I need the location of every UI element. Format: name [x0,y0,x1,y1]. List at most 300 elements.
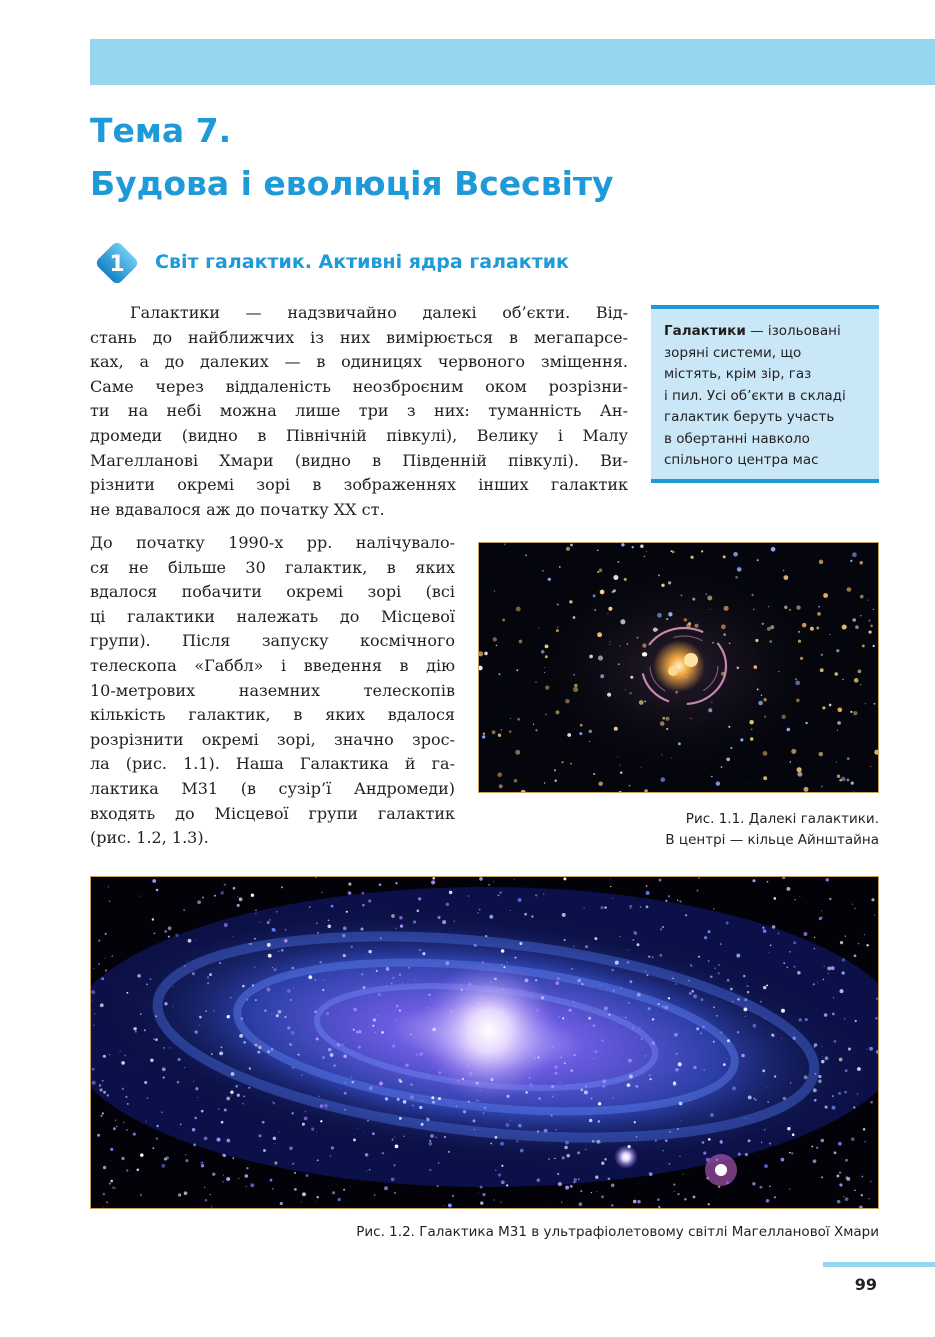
text-line: лактика М31 (в сузір’ї Андромеди) [90,778,455,798]
star-dot [658,1003,660,1005]
star-dot [834,1151,837,1154]
star-dot [510,910,511,911]
text-line: ла (рис. 1.1). Наша Галактика й га- [90,754,455,774]
star-dot [675,983,676,984]
star-dot [243,1096,245,1098]
star-dot [438,1097,441,1100]
star-dot [852,618,856,622]
text-line: входять до Місцевої групи галактик [90,803,455,823]
star-dot [519,640,523,644]
star-dot [554,769,556,771]
star-dot [737,998,740,1001]
text-line: Саме через віддаленість неозброєним оком розрізни- [90,376,628,396]
star-dot [496,645,498,647]
star-dot [660,928,662,930]
text-line: розрізнити окремі зорі, значно зрос- [90,729,455,749]
star-dot [844,1018,845,1019]
star-dot [845,935,847,937]
star-dot [147,1097,149,1099]
star-dot [210,1194,211,1195]
definition-term: Галактики [664,323,746,339]
star-dot [254,967,255,968]
star-dot [580,1190,582,1192]
star-dot [126,1129,127,1130]
star-dot [659,954,662,957]
star-dot [315,979,316,980]
star-dot [657,1198,660,1201]
star-dot [713,1041,715,1043]
figure-1-caption [519,809,879,851]
text-line: Галактики — надзвичайно далекі об’єкти. Від- [130,303,628,322]
star-dot [821,654,823,656]
star-dot [794,899,795,900]
star-dot [783,962,785,964]
star-dot [589,741,590,742]
star-dot [610,641,611,642]
star-dot [255,999,257,1001]
star-dot [721,1142,723,1144]
star-dot [417,910,420,913]
star-dot [368,899,371,902]
star-dot [688,980,689,981]
star-dot [490,1143,492,1145]
star-dot [202,896,204,898]
star-dot [764,716,766,718]
star-dot [718,972,720,974]
star-dot [422,952,425,955]
star-dot [324,1104,328,1108]
star-dot [505,1123,509,1127]
star-dot [850,560,852,562]
star-dot [164,1002,167,1005]
star-dot [468,1101,470,1103]
star-dot [850,711,852,713]
andromeda-uv-image [90,876,879,1209]
star-dot [862,1176,864,1178]
star-dot [378,993,381,996]
star-dot [763,698,766,701]
star-dot [573,1001,575,1003]
star-dot [644,701,646,703]
star-dot [727,1039,730,1042]
star-dot [847,587,852,592]
star-dot [463,1110,466,1113]
star-dot [197,900,201,904]
star-dot [593,1058,594,1059]
star-dot [230,1090,233,1093]
star-dot [364,1132,365,1133]
star-dot [133,1027,136,1030]
star-dot [627,643,629,645]
star-dot [681,594,683,596]
star-dot [184,1067,185,1068]
star-dot [604,1158,607,1161]
star-dot [92,1081,96,1085]
star-dot [272,1102,273,1103]
star-dot [773,897,776,900]
star-dot [172,986,173,987]
theme-title-line-1: Тема 7. [90,111,232,150]
definition-line: галактик беруть участь [664,409,835,425]
definition-line [664,321,869,343]
star-dot [237,896,238,897]
star-dot [559,566,561,568]
star-dot [821,1060,824,1063]
star-dot [762,623,764,625]
star-dot [740,738,743,741]
page-number: 99 [854,1275,877,1294]
star-dot [230,997,231,998]
star-dot [548,578,551,581]
star-dot [642,643,646,647]
star-dot [538,628,539,629]
star-dot [193,1081,194,1082]
star-dot [199,1025,200,1026]
star-dot [214,895,216,897]
star-dot [105,933,107,935]
star-dot [684,1198,687,1201]
star-dot [554,1072,557,1075]
star-dot [829,634,830,635]
star-dot [837,730,838,731]
star-dot [589,1119,592,1122]
star-dot [710,609,711,610]
star-dot [863,1128,866,1131]
star-dot [155,1015,157,1017]
star-dot [201,1162,203,1164]
star-dot [301,1075,302,1076]
star-dot [103,1166,106,1169]
star-dot [660,721,665,726]
star-dot [620,619,625,624]
star-dot [703,1152,706,1155]
star-dot [708,708,712,712]
star-dot [126,1169,128,1171]
star-dot [557,977,560,980]
star-dot [677,1128,679,1130]
star-dot [750,737,753,740]
star-dot [587,1025,588,1026]
star-dot [838,1142,842,1146]
star-dot [625,689,626,690]
star-dot [135,1031,137,1033]
star-dot [381,1031,384,1034]
star-dot [115,1119,116,1120]
star-dot [366,1171,367,1172]
star-dot [668,895,670,897]
star-dot [316,1202,317,1203]
star-dot [162,1067,166,1071]
star-dot [751,594,753,596]
star-dot [331,1146,334,1149]
star-dot [657,613,662,618]
star-dot [673,1183,675,1185]
star-dot [678,1062,682,1066]
star-dot [813,1088,817,1092]
star-dot [825,1106,828,1109]
star-dot [745,1118,747,1120]
star-dot [413,920,416,923]
star-dot [702,1026,705,1029]
star-dot [796,605,800,609]
star-dot [333,1064,335,1066]
star-dot [92,1068,95,1071]
star-dot [783,1097,787,1101]
star-dot [558,1182,562,1186]
star-dot [662,1150,663,1151]
star-dot [316,923,317,924]
star-dot [284,939,288,943]
star-dot [173,1006,174,1007]
star-dot [617,756,618,757]
star-dot [622,1016,623,1017]
star-dot [195,1087,198,1090]
star-dot [271,1014,272,1015]
star-dot [805,1018,808,1021]
star-dot [430,1134,434,1138]
star-dot [796,698,800,702]
star-dot [600,590,605,595]
star-dot [226,1177,230,1181]
star-dot [316,1132,317,1133]
star-dot [535,729,537,731]
star-dot [837,707,842,712]
definition-box [651,305,879,483]
star-dot [770,625,774,629]
star-dot [769,1185,771,1187]
star-dot [600,1142,601,1143]
star-dot [641,767,642,768]
star-dot [644,556,646,558]
star-dot [573,616,576,619]
star-dot [489,915,493,919]
star-dot [644,1055,646,1057]
star-dot [212,1173,215,1176]
star-dot [646,891,650,895]
star-dot [514,879,515,880]
star-dot [661,754,662,755]
text-line: дромеди (видно в Північній півкулі), Велику і Малу [90,425,628,445]
star-dot [254,938,256,940]
text-line: не вдавалося аж до початку XX ст. [90,499,385,519]
star-dot [635,1085,638,1088]
star-dot [627,950,628,951]
star-dot [193,1143,196,1146]
star-dot [790,1125,791,1126]
star-dot [270,1179,273,1182]
star-dot [813,983,815,985]
star-dot [488,884,490,886]
star-dot [482,1112,484,1114]
star-dot [824,1013,828,1017]
star-dot [555,1129,557,1131]
star-dot [106,1201,108,1203]
star-dot [585,945,588,948]
star-dot [554,1065,557,1068]
star-dot [562,1156,565,1159]
star-dot [732,1001,734,1003]
star-dot [115,1188,116,1189]
star-dot [573,945,574,946]
star-dot [778,933,779,934]
star-dot [205,1199,208,1202]
star-dot [822,1056,823,1057]
star-dot [570,763,572,765]
star-dot [556,974,557,975]
star-dot [643,652,647,656]
star-dot [301,1202,302,1203]
caption-line: Рис. 1.1. Далекі галактики. [685,811,879,827]
star-dot [762,1069,765,1072]
star-dot [634,931,637,934]
star-dot [629,905,632,908]
star-dot [319,961,321,963]
star-dot [836,1174,839,1177]
distant-galaxies-image [478,542,879,793]
star-dot [91,990,95,994]
star-dot [444,1136,446,1138]
footer-color-bar [823,1262,935,1267]
star-dot [597,632,602,637]
star-dot [640,545,643,548]
star-dot [499,891,501,893]
star-dot [639,700,644,705]
star-dot [418,897,421,900]
star-dot [396,1005,399,1008]
star-dot [218,1108,219,1109]
star-dot [153,1038,154,1039]
star-dot [570,1185,573,1188]
definition-line: спільного центра мас [664,452,819,468]
star-dot [624,578,627,581]
star-dot [598,656,603,661]
star-dot [661,777,666,782]
star-dot [564,1146,567,1149]
star-dot [509,730,512,733]
star-dot [112,1187,114,1189]
star-dot [690,718,691,719]
star-dot [372,1132,375,1135]
star-dot [233,936,234,937]
star-dot [832,1106,836,1110]
star-dot [755,1099,757,1101]
star-dot [649,1172,653,1176]
star-dot [874,703,876,705]
star-dot [824,966,825,967]
star-dot [93,968,94,969]
star-dot [211,1206,212,1207]
star-dot [632,1027,634,1029]
star-dot [705,593,707,595]
star-dot [372,1025,374,1027]
star-dot [853,1106,855,1108]
text-line: вдалося побачити окремі зорі (всі [90,582,455,602]
star-dot [837,775,840,778]
star-dot [177,1081,180,1084]
star-dot [358,1046,361,1049]
star-dot [519,942,522,945]
star-dot [192,972,195,975]
star-dot [767,1101,769,1103]
star-dot [823,593,828,598]
star-dot [544,667,545,668]
star-dot [721,624,726,629]
star-dot [751,729,753,731]
star-dot [562,1017,564,1019]
star-dot [693,1066,696,1069]
star-dot [840,941,843,944]
star-dot [653,628,657,632]
star-dot [185,1154,186,1155]
andromeda-galaxy-picture [91,877,879,1209]
star-dot [498,895,500,897]
star-dot [789,609,791,611]
star-dot [574,1054,576,1056]
star-dot [736,954,740,958]
text-line: ся не більше 30 галактик, в яких [90,557,455,577]
star-dot [865,1141,866,1142]
star-dot [649,1078,651,1080]
star-dot [690,964,692,966]
star-dot [415,1053,418,1056]
star-dot [395,1019,397,1021]
star-dot [814,1099,817,1102]
star-dot [690,556,693,559]
star-dot [100,1088,103,1091]
star-dot [730,747,732,749]
star-dot [499,784,503,788]
star-dot [109,1054,110,1055]
star-dot [795,681,800,686]
star-dot [294,1188,297,1191]
star-dot [284,1016,286,1018]
star-dot [639,1027,640,1028]
star-dot [495,1136,498,1139]
star-dot [646,551,647,552]
text-line: ти на небі можна лише три з них: туманність Ан- [90,401,628,421]
star-dot [675,1068,678,1071]
star-dot [281,949,284,952]
star-dot [404,1136,405,1137]
star-dot [394,1192,396,1194]
star-dot [518,1124,522,1128]
star-dot [237,1094,240,1097]
star-dot [641,1038,643,1040]
star-dot [564,1062,566,1064]
star-dot [565,1186,569,1190]
star-dot [353,1138,356,1141]
star-dot [870,1181,872,1183]
star-dot [538,1097,540,1099]
star-dot [562,913,566,917]
star-dot [353,1008,357,1012]
star-dot [825,878,829,882]
star-dot [860,615,861,616]
star-dot [357,1128,358,1129]
star-dot [394,1137,395,1138]
star-dot [659,879,662,882]
star-dot [604,906,606,908]
star-dot [852,552,857,557]
star-dot [865,703,866,704]
star-dot [711,776,712,777]
caption-line: В центрі — кільце Айнштайна [665,832,879,848]
star-dot [754,1098,756,1100]
star-dot [840,989,844,993]
star-dot [774,1196,776,1198]
star-dot [648,1007,651,1010]
star-dot [701,998,704,1001]
